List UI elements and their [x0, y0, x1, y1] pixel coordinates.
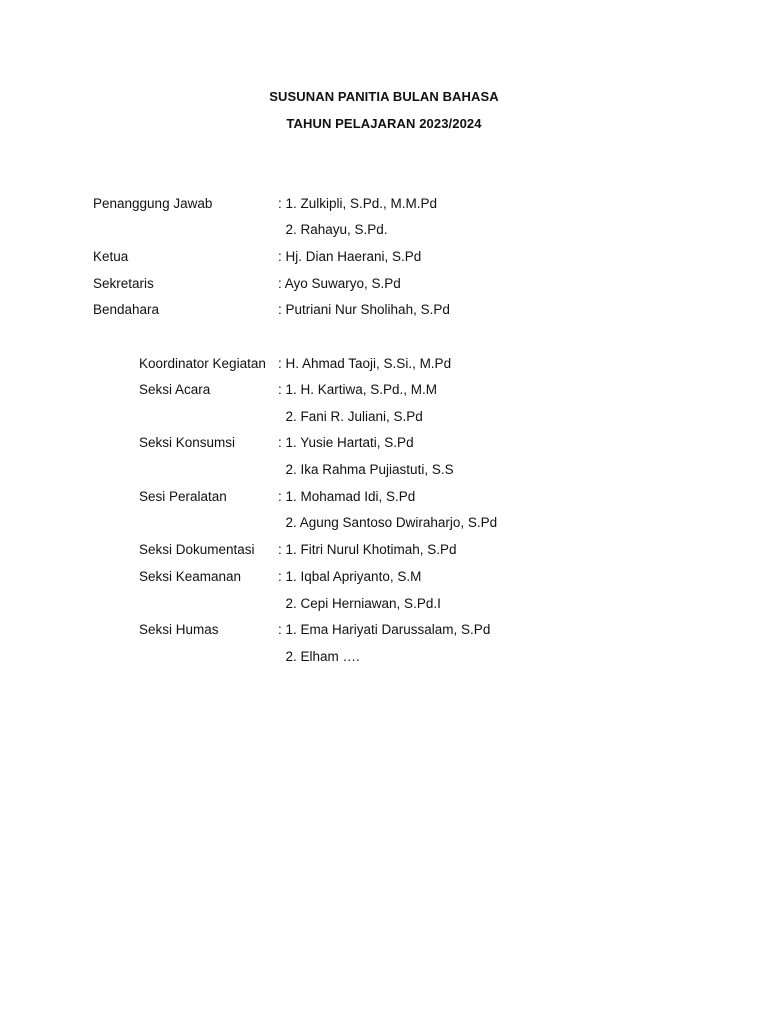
member-value: : Putriani Nur Sholihah, S.Pd [278, 302, 450, 317]
member-value: : Ayo Suwaryo, S.Pd [278, 276, 401, 291]
member-value: 2. Agung Santoso Dwiraharjo, S.Pd [278, 515, 498, 530]
member-value: 2. Rahayu, S.Pd. [278, 222, 388, 237]
member-value: : 1. Mohamad Idi, S.Pd [278, 489, 416, 504]
member-value: : 1. Ema Hariyati Darussalam, S.Pd [278, 622, 491, 637]
section-label: Seksi Keamanan [139, 569, 242, 584]
role-label: Ketua [93, 249, 129, 264]
member-value: : 1. Iqbal Apriyanto, S.M [278, 569, 422, 584]
role-label: Penanggung Jawab [93, 196, 213, 211]
section-label: Seksi Konsumsi [139, 435, 236, 450]
section-label: Seksi Acara [139, 382, 211, 397]
member-value: 2. Elham …. [278, 649, 360, 664]
member-value: : 1. Fitri Nurul Khotimah, S.Pd [278, 542, 457, 557]
section-label: Seksi Dokumentasi [139, 542, 255, 557]
section-label: Koordinator Kegiatan [139, 356, 266, 371]
member-value: 2. Fani R. Juliani, S.Pd [278, 409, 423, 424]
document-subtitle: TAHUN PELAJARAN 2023/2024 [286, 116, 482, 131]
document-title: SUSUNAN PANITIA BULAN BAHASA [269, 89, 499, 104]
member-value: 2. Cepi Herniawan, S.Pd.I [278, 596, 441, 611]
section-label: Sesi Peralatan [139, 489, 227, 504]
section-label: Seksi Humas [139, 622, 219, 637]
member-value: : 1. H. Kartiwa, S.Pd., M.M [278, 382, 438, 397]
member-value: : 1. Yusie Hartati, S.Pd [278, 435, 414, 450]
member-value: : 1. Zulkipli, S.Pd., M.M.Pd [278, 196, 438, 211]
member-value: : H. Ahmad Taoji, S.Si., M.Pd [278, 356, 452, 371]
member-value: 2. Ika Rahma Pujiastuti, S.S [278, 462, 454, 477]
role-label: Bendahara [93, 302, 160, 317]
member-value: : Hj. Dian Haerani, S.Pd [278, 249, 422, 264]
role-label: Sekretaris [93, 276, 154, 291]
